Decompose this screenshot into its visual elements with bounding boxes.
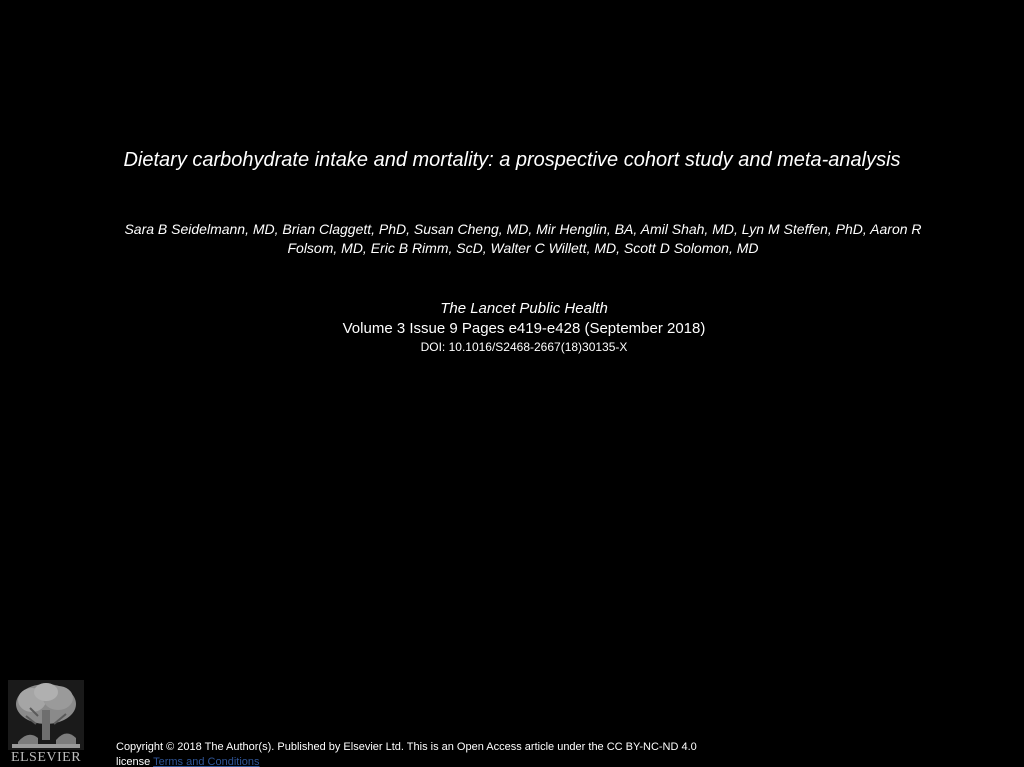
elsevier-logo [8, 680, 84, 767]
elsevier-tree-icon [8, 680, 84, 750]
author-list [60, 220, 986, 258]
volume-info: Volume 3 Issue 9 Pages e419-e428 (September 2018) [342, 320, 706, 337]
author-line: Folsom, MD, Eric B Rimm, ScD, Walter C Willett, MD, Scott D Solomon, MD [287, 240, 759, 256]
copyright-text: Copyright © 2018 The Author(s). Published by Elsevier Ltd. This is an Open Access article under the CC BY-NC-ND 4.0 license [116, 741, 697, 767]
doi: DOI: 10.1016/S2468-2667(18)30135-X [420, 340, 628, 354]
logo-wordmark: ELSEVIER [10, 750, 82, 765]
journal-name: The Lancet Public Health [440, 300, 608, 317]
terms-link[interactable]: Terms and Conditions [153, 756, 260, 767]
citation-block [0, 299, 1024, 355]
article-title: Dietary carbohydrate intake and mortality: a prospective cohort study and meta-analysis [123, 149, 901, 171]
copyright-notice [116, 740, 716, 767]
author-line: Sara B Seidelmann, MD, Brian Claggett, PhD, Susan Cheng, MD, Mir Henglin, BA, Amil Shah, MD, Lyn M Steffen, PhD, Aaron R [124, 221, 922, 237]
